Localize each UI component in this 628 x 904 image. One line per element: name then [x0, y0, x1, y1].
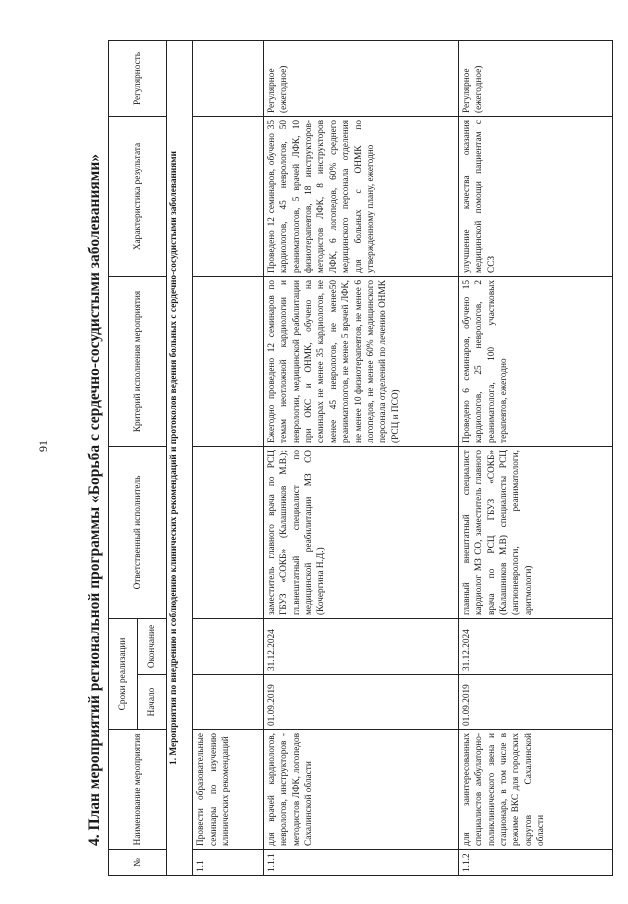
header-row [109, 41, 138, 876]
header-criterion: Критерий исполнения мероприятия [109, 277, 167, 447]
table-row [193, 41, 264, 876]
row-criterion: Ежегодно проведено 12 семинаров по темам неотложной кардиологии и неврологии, медицинской реабилитации при ОКС и ОНМК, обучено на семинарах не менее 35 кардиологов, не менее 45 неврологов, не менее50 реаниматологов, не менее 5 врачей ЛФК, не менее 10 физиотерапевтов, не менее 6 логопедов, не менее 60% медицинского персонала отделений по лечению ОНМК (РСЦ и ПСО) [264, 277, 459, 447]
row-responsible [193, 447, 264, 619]
row-num: 1.1.1 [264, 850, 459, 876]
header-start: Начало [138, 675, 167, 730]
row-name: Провести образовательные семинары по изучению клинических рекомендаций [193, 730, 264, 850]
row-responsible: заместитель главного врача по РСЦ ГБУЗ «СОКБ» (Калашников М.В.); гл.внештатный специалист по медицинской реабилитации МЗ СО (Кочергина Н.Д.) [264, 447, 459, 619]
row-name: для заинтересованных специалистов амбулаторно-поликлинического звена и стационара, в том числе в режиме ВКС для городских округов Сахалинской области [459, 730, 613, 850]
row-end: 31.12.2024 [459, 619, 613, 675]
header-regularity: Регулярность [109, 41, 167, 117]
row-regularity [193, 41, 264, 117]
row-start [193, 675, 264, 730]
row-result: улучшение качества оказания медицинской помощи пациентам с ССЗ [459, 117, 613, 277]
header-result: Характеристика результата [109, 117, 167, 277]
row-result [193, 117, 264, 277]
page-number: 91 [36, 440, 50, 452]
row-result: Проведено 12 семинаров, обучено 35 кардиологов, 45 неврологов, 50 реаниматологов, 5 врачей ЛФК, 10 физиотерапевтов, 18 инструкторов-методистов ЛФК, 8 инструкторов ЛФК, 6 логопедов, 60% среднего медицинского персонала отделения для больных с ОНМК по утвержденному плану, ежегодно [264, 117, 459, 277]
header-num: № [109, 850, 167, 876]
table-row [264, 41, 459, 876]
row-start: 01.09.2019 [264, 675, 459, 730]
row-regularity: Регулярное (ежегодное) [264, 41, 459, 117]
page-heading: 4. План мероприятий региональной программы «Борьба с сердечно-сосудистыми заболеваниями» [86, 153, 103, 847]
row-regularity: Регулярное (ежегодное) [459, 41, 613, 117]
plan-table [108, 40, 613, 876]
plan-table-container [108, 41, 613, 876]
row-num: 1.1 [193, 850, 264, 876]
row-num: 1.1.2 [459, 850, 613, 876]
row-criterion: Проведено 6 семинаров, обучено 15 кардиологов, 25 неврологов, 2 реаниматолога, 100 участковых терапевтов, ежегодно [459, 277, 613, 447]
row-criterion [193, 277, 264, 447]
row-end [193, 619, 264, 675]
section-row [167, 41, 193, 876]
table-row [459, 41, 613, 876]
row-end: 31.12.2024 [264, 619, 459, 675]
header-end: Окончание [138, 619, 167, 675]
header-terms: Сроки реализации [109, 619, 138, 730]
row-start: 01.09.2019 [459, 675, 613, 730]
section-title: 1. Мероприятия по внедрению и соблюдению клинических рекомендаций и протоколов ведения больных с сердечно-сосудистыми заболеваниями [167, 41, 193, 876]
header-name: Наименование мероприятия [109, 730, 167, 850]
header-responsible: Ответственный исполнитель [109, 447, 167, 619]
row-name: для врачей кардиологов, неврологов, инструкторов - методистов ЛФК, логопедов Сахалинской области [264, 730, 459, 850]
row-responsible: главный внештатный специалист кардиолог МЗ СО, заместитель главного врача по РСЦ ГБУЗ «СОКБ» (Калашников М.В) специалисты РСЦ (ангионеврологи, реаниматологи, аритмологи) [459, 447, 613, 619]
